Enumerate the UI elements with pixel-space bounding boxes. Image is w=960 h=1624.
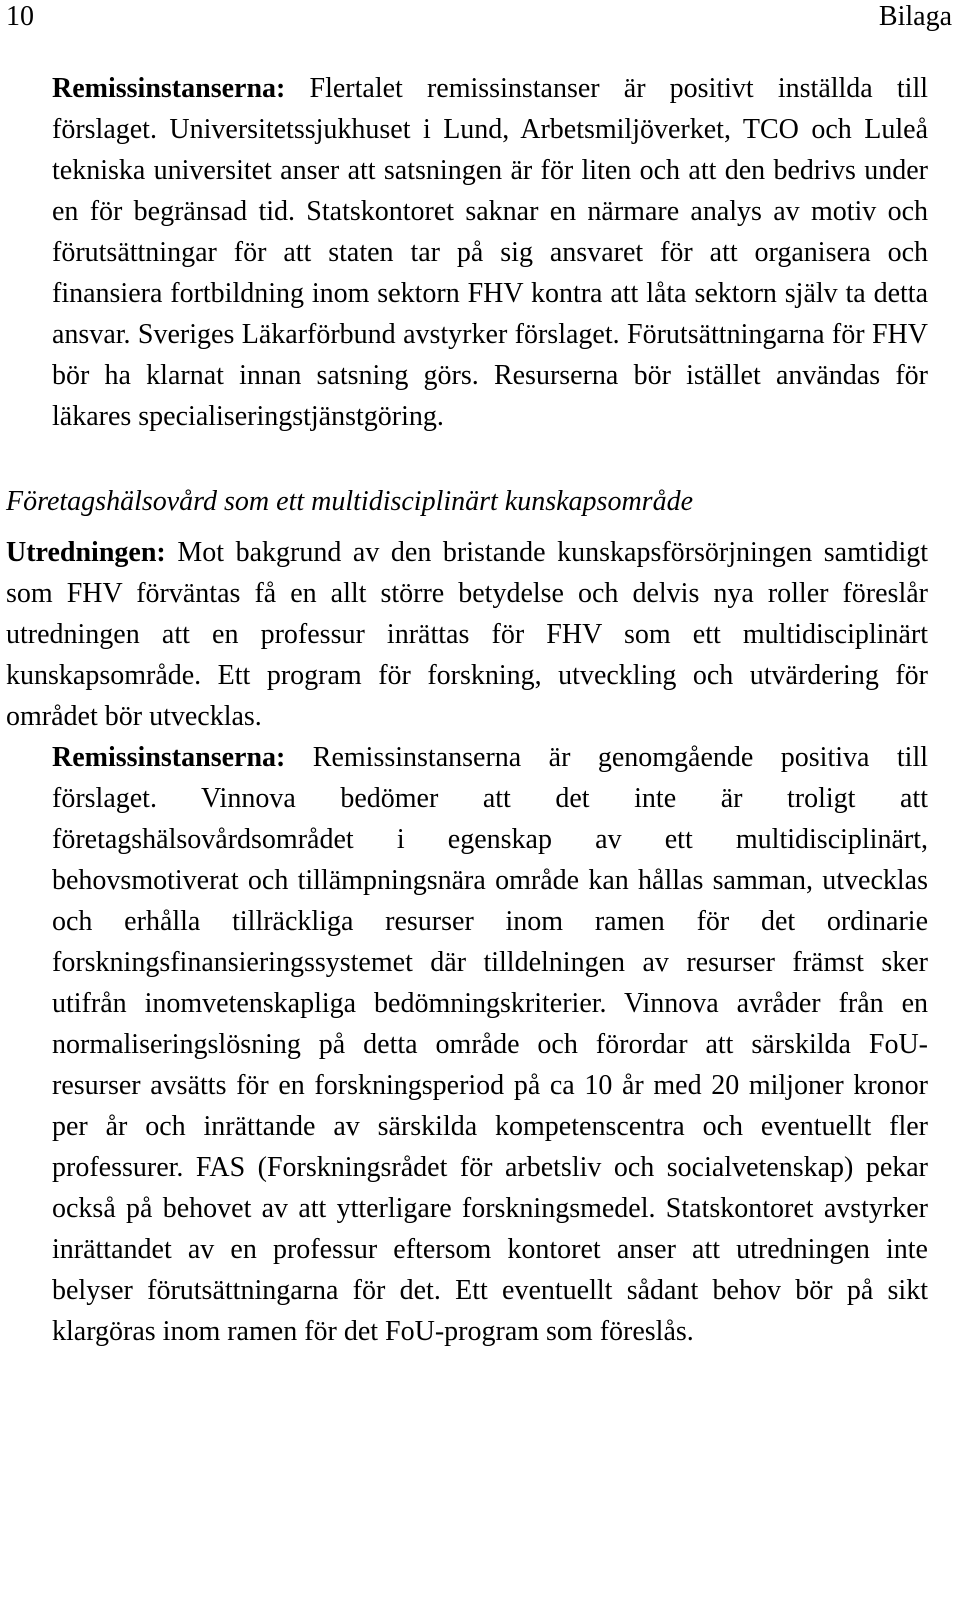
paragraph-text: Flertalet remissinstanser är positivt inställda till förslaget. Universitetssjukhuset i Lund, Arbetsmiljöverket, TCO och Luleå tekniska universitet anser att satsningen är för liten och att den bedrivs under en för begränsad tid. Statskontoret saknar en närmare analys av motiv och förutsättningar för att staten tar på sig ansvaret för att organisera och finansiera fortbildning inom sektorn FHV kontra att låta sektorn själv ta detta ansvar. Sveriges Läkarförbund avstyrker förslaget. Förutsättningarna för FHV bör ha klarnat innan satsning görs. Resurserna bör istället användas för läkares specialiseringstjänstgöring. xyxy=(52,73,929,432)
paragraph-utredningen xyxy=(6,532,928,737)
page-number: 10 xyxy=(6,1,34,32)
paragraph-text: Mot bakgrund av den bristande kunskapsförsörjningen samtidigt som FHV förväntas få en allt större betydelse och delvis nya roller föreslår utredningen att en professur inrättas för FHV som ett multidisciplinärt kunskapsområde. Ett program för forskning, utveckling och utvärdering för området bör utvecklas. xyxy=(6,537,929,732)
paragraph-label: Utredningen: xyxy=(6,537,166,568)
document-label: Bilaga xyxy=(878,1,952,32)
paragraph-label: Remissinstanserna: xyxy=(52,742,286,773)
paragraph-text: Remissinstanserna är genomgående positiva till förslaget. Vinnova bedömer att det inte är troligt att företagshälsovårdsområdet i egenskap av ett multidisciplinärt, behovsmotiverat och tillämpningsnära område kan hållas samman, utvecklas och erhålla tillräckliga resurser inom ramen för det ordinarie forskningsfinansieringssystemet där tilldelningen av resurser främst sker utifrån inomvetenskapliga bedömningskriterier. Vinnova avråder från en normaliseringslösning på detta område och förordar att särskilda FoU-resurser avsätts för en forskningsperiod på ca 10 år med 20 miljoner kronor per år och inrättande av särskilda kompetenscentra och eventuellt fler professurer. FAS (Forskningsrådet för arbetsliv och socialvetenskap) pekar också på behovet av att ytterligare forskningsmedel. Statskontoret avstyrker inrättandet av en professur eftersom kontoret anser att utredningen inte belyser förutsättningarna för det. Ett eventuellt sådant behov bör på sikt klargöras inom ramen för det FoU-program som föreslås. xyxy=(52,742,929,1347)
section-heading: Företagshälsovård som ett multidisciplinärt kunskapsområde xyxy=(6,486,693,517)
page-body xyxy=(6,68,928,1352)
paragraph-remissinstanserna-2 xyxy=(6,737,928,1352)
page-header xyxy=(6,0,952,34)
paragraph-remissinstanserna-1 xyxy=(6,68,928,437)
paragraph-label: Remissinstanserna: xyxy=(52,73,286,104)
